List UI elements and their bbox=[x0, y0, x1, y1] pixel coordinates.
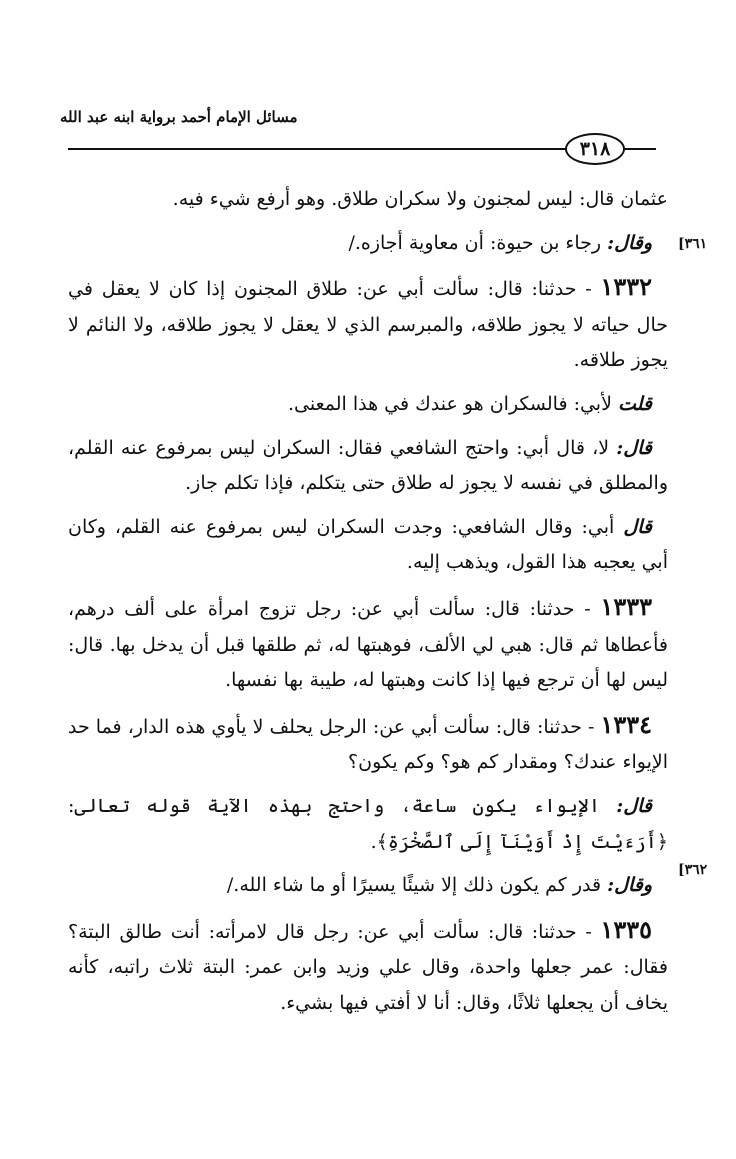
paragraph bbox=[68, 912, 668, 1022]
page-number: ٣١٨ bbox=[565, 133, 625, 165]
hadith-number: ١٣٣٥ bbox=[600, 914, 652, 944]
paragraph-text: - حدثنا: قال: سألت أبي عن: رجل قال لامرأته: أنت طالق البتة؟ فقال: عمر جعلها واحدة، وقال علي وزيد وابن عمر: البتة ثلاث راتبه، كأنه يخاف أن يجعلها ثلاثًا، وقال: أنا لا أفتي فيها بشيء. bbox=[68, 920, 668, 1014]
paragraph bbox=[68, 707, 668, 781]
paragraph bbox=[68, 269, 668, 379]
paragraph-lead: قلت bbox=[617, 392, 652, 415]
paragraph bbox=[68, 182, 668, 218]
hadith-number: ١٣٣٣ bbox=[600, 591, 652, 621]
paragraph-text: لا، قال أبي: واحتج الشافعي فقال: السكران ليس بمرفوع عنه القلم، والمطلق في نفسه لا يجوز له طلاق حتى يتكلم، فإذا تكلم جاز. bbox=[68, 436, 668, 495]
paragraph bbox=[68, 510, 668, 581]
paragraph bbox=[68, 868, 668, 904]
hadith-number: ١٣٣٤ bbox=[600, 709, 652, 739]
paragraph-text: الإيواء يكون ساعة، واحتج بهذه الآية قوله تعالى: ﴿أَرَءَيْتَ إِذْ أَوَيْنَآ إِلَى ٱلصَّخْرَةِ﴾. bbox=[68, 794, 668, 853]
paragraph-lead: قال: bbox=[616, 436, 652, 459]
paragraph-lead: قال bbox=[623, 515, 652, 538]
paragraph bbox=[68, 226, 668, 262]
paragraph-text: رجاء بن حيوة: أن معاوية أجازه./ bbox=[348, 231, 608, 254]
paragraph-text: - حدثنا: قال: سألت أبي عن: الرجل يحلف لا يأوي هذه الدار، فما حد الإيواء عندك؟ ومقدار كم هو؟ وكم يكون؟ bbox=[68, 715, 668, 774]
paragraph bbox=[68, 431, 668, 502]
margin-ref-362: [٣٦٢ bbox=[678, 862, 708, 878]
paragraph-text: - حدثنا: قال: سألت أبي عن: طلاق المجنون إذا كان لا يعقل في حال حياته لا يجوز طلاقه، والمبرسم الذي لا يعقل لا يجوز طلاقه، ولا النائم لا يجوز طلاقه. bbox=[68, 278, 668, 372]
body-text bbox=[68, 182, 668, 1029]
paragraph-text: لأبي: فالسكران هو عندك في هذا المعنى. bbox=[287, 392, 618, 415]
paragraph bbox=[68, 789, 668, 860]
hadith-number: ١٣٣٢ bbox=[600, 272, 652, 302]
paragraph-text: أبي: وقال الشافعي: وجدت السكران ليس بمرفوع عنه القلم، وكان أبي يعجبه هذا القول، ويذهب إليه. bbox=[68, 515, 668, 574]
paragraph-lead: وقال: bbox=[607, 231, 652, 254]
running-title: مسائل الإمام أحمد برواية ابنه عبد الله bbox=[60, 108, 298, 126]
paragraph-lead: وقال: bbox=[607, 874, 652, 897]
paragraph bbox=[68, 589, 668, 699]
paragraph-text: - حدثنا: قال: سألت أبي عن: رجل تزوج امرأة على ألف درهم، فأعطاها ثم قال: هبي لي الألف، فوهبتها له، ثم طلقها قبل أن يدخل بها. قال: ليس لها أن ترجع فيها إذا كانت وهبتها له، طيبة بها نفسها. bbox=[68, 597, 668, 692]
paragraph-text: عثمان قال: ليس لمجنون ولا سكران طلاق. وهو أرفع شيء فيه. bbox=[172, 188, 668, 210]
margin-ref-361: [٣٦١ bbox=[678, 236, 708, 252]
paragraph-lead: قال: bbox=[616, 794, 652, 817]
paragraph-text: قدر كم يكون ذلك إلا شيئًا يسيرًا أو ما شاء الله./ bbox=[226, 874, 608, 897]
paragraph bbox=[68, 387, 668, 423]
